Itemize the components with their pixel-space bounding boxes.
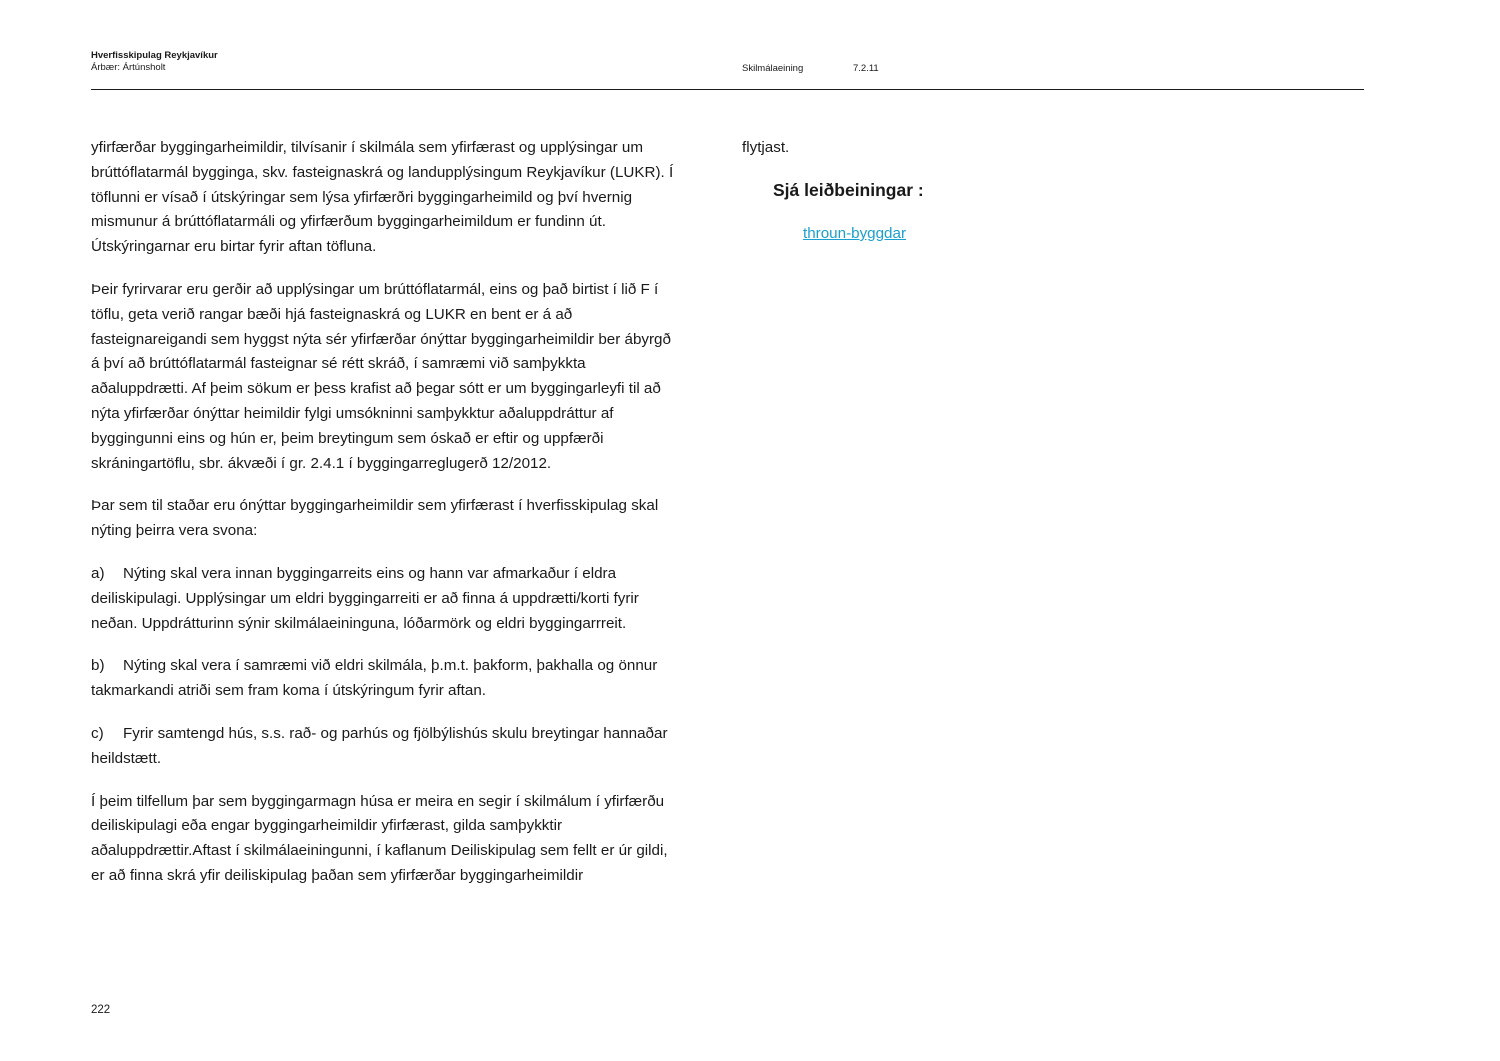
paragraph-1: yfirfærðar byggingarheimildir, tilvísanir í skilmála sem yfirfærast og upplýsingar um brúttóflatarmál bygginga, skv. fasteignaskrá og landupplýsingum Reykjavíkur (LUKR). Í töflunni er vísað í útskýringar sem lýsa yfirfærðri byggingarheimild og því hvernig mismunur á brúttóflatarmáli og yfirfærðum byggingarheimildum er fundinn út. Útskýringarnar eru birtar fyrir aftan töfluna. (91, 139, 674, 256)
document-subtitle: Árbær: Ártúnsholt (91, 62, 166, 73)
guidelines-link[interactable]: throun-byggdar (803, 225, 907, 242)
list-marker: c) (91, 724, 104, 742)
list-item-text: Nýting skal vera í samræmi við eldri skilmála, þ.m.t. þakform, þakhalla og önnur takmarkandi atriði sem fram koma í útskýringum fyrir aftan. (91, 657, 658, 700)
document-title: Hverfisskipulag Reykjavíkur (91, 50, 218, 61)
header-left (91, 50, 218, 74)
paragraph-3: Þar sem til staðar eru ónýttar byggingarheimildir sem yfirfærast í hverfisskipulag skal nýting þeirra vera svona: (91, 497, 659, 540)
right-column (742, 136, 1342, 161)
list-item-text: Fyrir samtengd hús, s.s. rað- og parhús og fjölbýlishús skulu breytingar hannaðar heildstætt. (91, 724, 668, 767)
section-label: Skilmálaeining (742, 63, 804, 74)
section-number: 7.2.11 (853, 63, 879, 74)
list-item-a (91, 562, 681, 636)
list-item-b (91, 654, 681, 704)
list-item-c (91, 722, 681, 772)
paragraph-4: Í þeim tilfellum þar sem byggingarmagn húsa er meira en segir í skilmálum í yfirfærðu deiliskipulagi eða engar byggingarheimildir yfirfærast, gilda samþykktir aðaluppdrættir.Aftast í skilmálaeiningunni, í kaflanum Deiliskipulag sem fellt er úr gildi, er að finna skrá yfir deiliskipulag þaðan sem yfirfærðar byggingarheimildir (91, 792, 668, 884)
page-number: 222 (91, 1004, 111, 1016)
list-marker: b) (91, 657, 105, 675)
paragraph-2: Þeir fyrirvarar eru gerðir að upplýsingar um brúttóflatarmál, eins og það birtist í lið F í töflu, geta verið rangar bæði hjá fasteignaskrá og LUKR en bent er á að fasteignareigandi sem hyggst nýta sér yfirfærðar ónýttar byggingarheimildir ber ábyrgð á því að brúttóflatarmál fasteignar sé rétt skráð, í samræmi við samþykkta aðaluppdrætti. Af þeim sökum er þess krafist að þegar sótt er um byggingarleyfi til að nýta yfirfærðar ónýttar heimildir fylgi umsókninni samþykktur aðaluppdráttur af byggingunni eins og hún er, þeim breytingum sem óskað er eftir og uppfærði skráningartöflu, sbr. ákvæði í gr. 2.4.1 í byggingarreglugerð 12/2012. (91, 280, 671, 472)
list-marker: a) (91, 564, 105, 582)
list-item-text: Nýting skal vera innan byggingarreits eins og hann var afmarkaður í eldra deiliskipulagi. Upplýsingar um eldri byggingarreiti er að finna á uppdrætti/korti fyrir neðan. Uppdrátturinn sýnir skilmálaeininguna, lóðarmörk og eldri byggingarrreit. (91, 564, 639, 632)
header-divider (91, 89, 1364, 90)
left-column (91, 136, 681, 907)
guidelines-heading: Sjá leiðbeiningar : (773, 180, 924, 200)
continuation-text: flytjast. (742, 139, 790, 156)
